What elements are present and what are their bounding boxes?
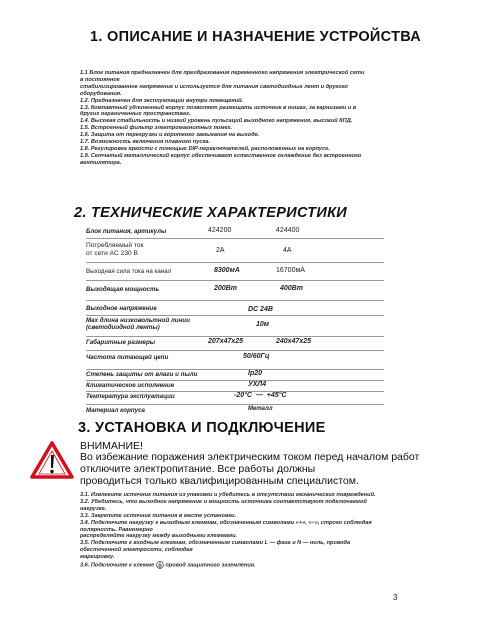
step-line: 3.1. Извлеките источник питания из упаковки и убедитесь в отсутствии механических повреждений. [80, 492, 376, 498]
description-line: оборудования. [80, 90, 122, 97]
spec-label: Потребляемый ток [86, 242, 144, 249]
spec-value: 50/60Гц [243, 353, 270, 360]
spec-label: Материал корпуса [86, 407, 145, 414]
step-line: 3.4. Подключите нагрузку к выходным клеммам, обозначенным символами «+», «−», строго соблюдая [80, 519, 372, 526]
section-2-title: 2. ТЕХНИЧЕСКИЕ ХАРАКТЕРИСТИКИ [74, 205, 348, 221]
row-divider [86, 315, 384, 316]
spec-label: (светодиодной ленты) [86, 324, 160, 331]
step-text: 3.6. Подключите к клемме [80, 562, 155, 569]
spec-label: Выходящая мощность [86, 286, 160, 293]
step-line: 3.2. Убедитесь, что выходное напряжение и мощность источника соответствуют подключаемой [80, 498, 367, 505]
spec-value: 200Вт [214, 285, 237, 292]
description-line: 1.9. Сетчатый металлический корпус обеспечивает естественное охлаждение без встроенного [80, 152, 362, 159]
step-text: провод защитного заземления. [165, 562, 256, 569]
description-line: вентилятора. [80, 159, 122, 166]
spec-value: -20°С — +45°С [234, 392, 287, 399]
step-line: 3.5. Подключите к входным клеммам, обозначенным символами L — фаза и N — ноль, провода [80, 540, 351, 547]
spec-value: 10м [256, 321, 269, 328]
spec-label: Степень защиты от влаги и пыли [86, 371, 198, 378]
description-text [80, 70, 420, 167]
spec-value: 16700мА [276, 267, 305, 274]
spec-label: Max длина низковольтной линии [86, 317, 190, 324]
warning-text [80, 451, 419, 488]
row-divider [86, 300, 384, 301]
spec-value: 240x47x25 [276, 338, 312, 345]
description-line: 1.3. Компактный удлиненный корпус позволяет размещать источник в нишах, за карнизами и в [80, 104, 357, 111]
spec-value: УХЛ4 [248, 381, 267, 388]
page-number: 3 [393, 593, 398, 602]
spec-value: 424200 [208, 227, 232, 234]
warning-title: ВНИМАНИЕ! [80, 440, 143, 452]
spec-label: Блок питания, артикулы [86, 228, 167, 235]
description-line: 1.4. Высокая стабильность и низкий уровень пульсаций выходного напряжения, высокий КПД. [80, 118, 353, 125]
spec-value: Ip20 [248, 370, 263, 377]
step-line: маркировку. [80, 554, 115, 561]
section-1-title: 1. ОПИСАНИЕ И НАЗНАЧЕНИЕ УСТРОЙСТВА [90, 29, 422, 45]
spec-label: Выходное напряжение [86, 305, 157, 312]
description-line: других ограниченных пространствах. [80, 111, 191, 118]
row-divider [86, 369, 384, 370]
spec-label: Габаритные размеры [86, 339, 156, 346]
step-line: распределяйте нагрузку между выходными клеммами. [80, 533, 238, 540]
warning-line: проводиться только квалифицированным специалистом. [80, 475, 359, 488]
spec-value: 4A [283, 247, 292, 254]
row-divider [86, 336, 384, 337]
row-divider [86, 350, 384, 351]
section-3-title: 3. УСТАНОВКА И ПОДКЛЮЧЕНИЕ [78, 420, 326, 436]
warning-line: отключите электропитание. Все работы должны [80, 463, 316, 476]
description-line: в постоянное [80, 76, 120, 83]
step-line: обесточенной электросети, соблюдая [80, 547, 193, 554]
spec-label: Частота питающей цепи [86, 354, 169, 361]
spec-value: 8300мА [214, 267, 240, 274]
description-line: стабилизированное напряжение и используется для питания светодиодных лент и другого [80, 83, 348, 90]
spec-value: 207x47x25 [208, 338, 244, 345]
spec-label: Температура эксплуатации [86, 393, 175, 400]
description-line: 1.2. Предназначен для эксплуатации внутри помещений. [80, 97, 244, 104]
row-divider [86, 380, 384, 381]
row-divider [86, 280, 384, 281]
description-line: 1.6. Защита от перегрузки и короткого замыкания на выходе. [80, 132, 260, 139]
spec-label: Климатическое исполнение [86, 382, 175, 389]
row-divider [86, 238, 384, 239]
step-line: нагрузке. [80, 505, 107, 512]
warning-line: Во избежание поражения электрическим током перед началом работ [80, 451, 420, 463]
description-line: 1.7. Возможность включения плавного пуска. [80, 139, 211, 146]
description-line: 1.8. Регулировка яркости с помощью DIP-переключателей, расположенных на корпусе. [80, 145, 330, 152]
spec-label: Выходная сила тока на канал [86, 268, 172, 275]
ground-symbol-icon [156, 561, 164, 569]
spec-value: DC 24В [248, 306, 273, 313]
spec-value: Металл [248, 406, 273, 412]
installation-steps [80, 492, 420, 569]
description-line: 1.5. Встроенный фильтр электромагнитных помех. [80, 125, 233, 132]
description-line: 1.1 Блок питания предназначен для преобразования переменного напряжения электрической сети [80, 70, 365, 76]
spec-value: 424400 [276, 227, 300, 234]
step-line: 3.3. Закрепите источник питания в месте установки. [80, 512, 237, 519]
row-divider [86, 404, 384, 405]
step-line-ground [80, 561, 420, 569]
step-line: полярность. Равномерно [80, 526, 153, 533]
spec-label: от сети AC 230 В [86, 250, 138, 257]
spec-value: 2A [216, 247, 225, 254]
warning-icon [30, 441, 74, 479]
spec-value: 400Вт [280, 285, 303, 292]
row-divider [86, 262, 384, 263]
